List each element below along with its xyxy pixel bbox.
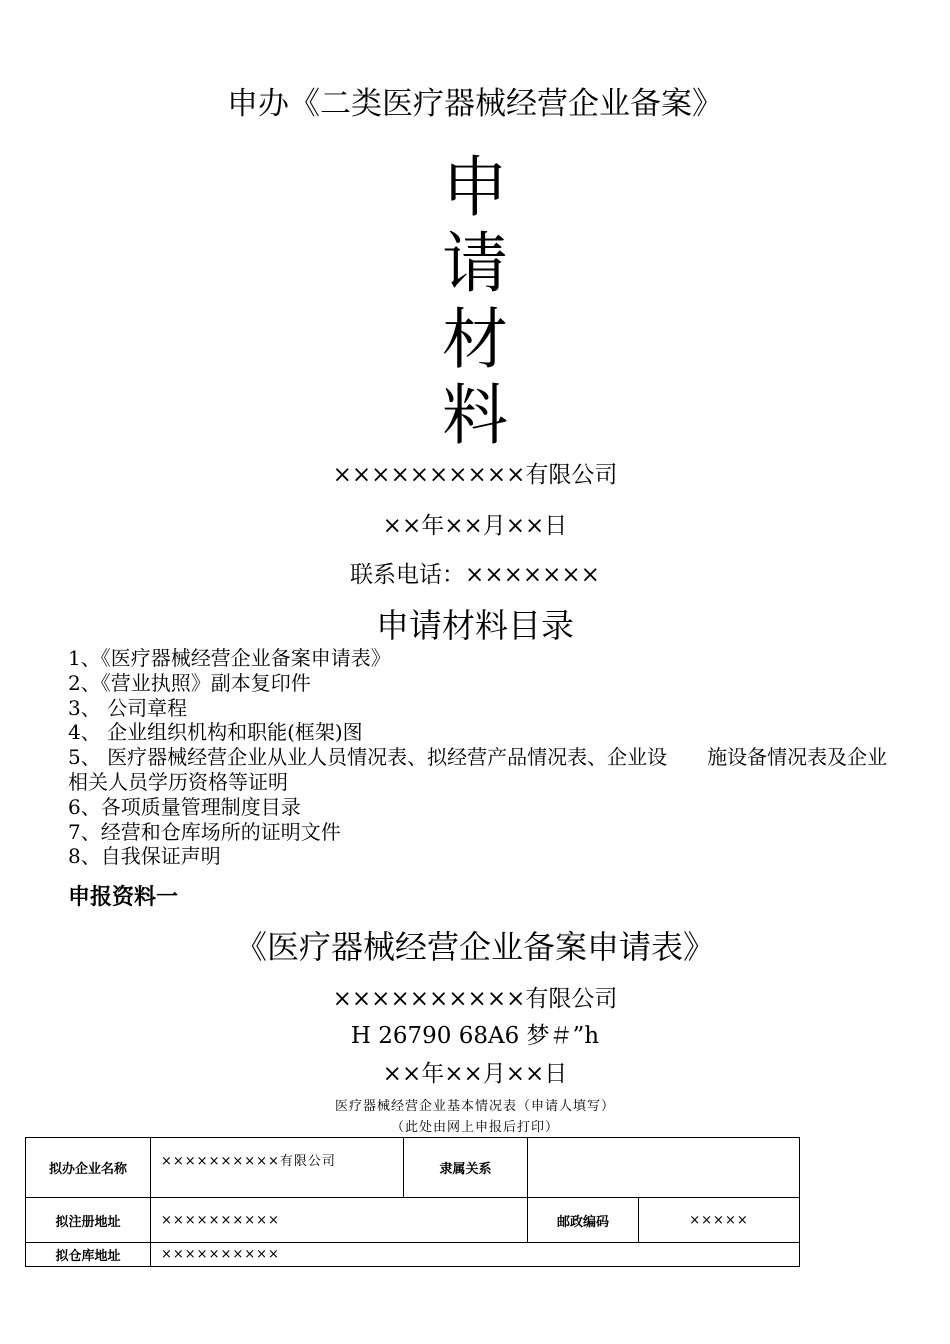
cover-big-char-2: 请 (442, 225, 508, 302)
toc-title: 申请材料目录 (376, 606, 574, 645)
company-name-value: ××××××××××有限公司 (151, 1138, 404, 1198)
toc-list (68, 646, 898, 869)
toc-item: 4、 企业组织机构和职能(框架)图 (68, 720, 363, 745)
toc-item: 7、经营和仓库场所的证明文件 (68, 819, 341, 844)
postal-code-label: 邮政编码 (528, 1198, 639, 1243)
cover-big-char-3: 材 (442, 301, 508, 378)
cover-title: 申办《二类医疗器械经营企业备案》 (227, 86, 723, 122)
table-row (26, 1243, 800, 1267)
toc-item: 5、 医疗器械经营企业从业人员情况表、拟经营产品情况表、企业设 施设备情况表及企业相关人员学历资格等证明 (68, 745, 888, 794)
registered-address-value: ×××××××××× (151, 1198, 528, 1243)
toc-item: 6、各项质量管理制度目录 (68, 794, 301, 819)
affiliation-label: 隶属关系 (404, 1138, 528, 1198)
warehouse-address-label: 拟仓库地址 (26, 1243, 151, 1267)
table-row (26, 1138, 800, 1198)
toc-item: 3、 公司章程 (68, 695, 188, 720)
toc-item: 1、《医疗器械经营企业备案申请表》 (68, 646, 391, 670)
company-name-label: 拟办企业名称 (26, 1138, 151, 1198)
postal-code-value: ××××× (639, 1198, 800, 1243)
cover-date: ××年××月××日 (382, 513, 568, 539)
toc-item: 8、自我保证声明 (68, 844, 221, 869)
cover-company: ××××××××××有限公司 (332, 462, 618, 488)
toc-item: 2、《营业执照》副本复印件 (68, 670, 311, 695)
cover-phone: 联系电话：××××××× (350, 562, 600, 588)
affiliation-value (528, 1138, 800, 1198)
section-label: 申报资料一 (68, 884, 179, 910)
registered-address-label: 拟注册地址 (26, 1198, 151, 1243)
cover-big-char-4: 料 (442, 377, 508, 454)
table-caption: 医疗器械经营企业基本情况表（申请人填写） (334, 1099, 615, 1114)
basic-info-table (25, 1137, 800, 1267)
table-row (26, 1198, 800, 1243)
form-code-line: H 26790 68A6 梦＃”h (350, 1023, 600, 1049)
cover-big-char-1: 申 (442, 149, 508, 226)
warehouse-address-value: ×××××××××× (151, 1243, 800, 1267)
form-date: ××年××月××日 (382, 1061, 568, 1087)
form-title: 《医疗器械经营企业备案申请表》 (234, 928, 715, 966)
form-company: ××××××××××有限公司 (332, 986, 618, 1012)
table-subcaption: （此处由网上申报后打印） (390, 1120, 559, 1135)
